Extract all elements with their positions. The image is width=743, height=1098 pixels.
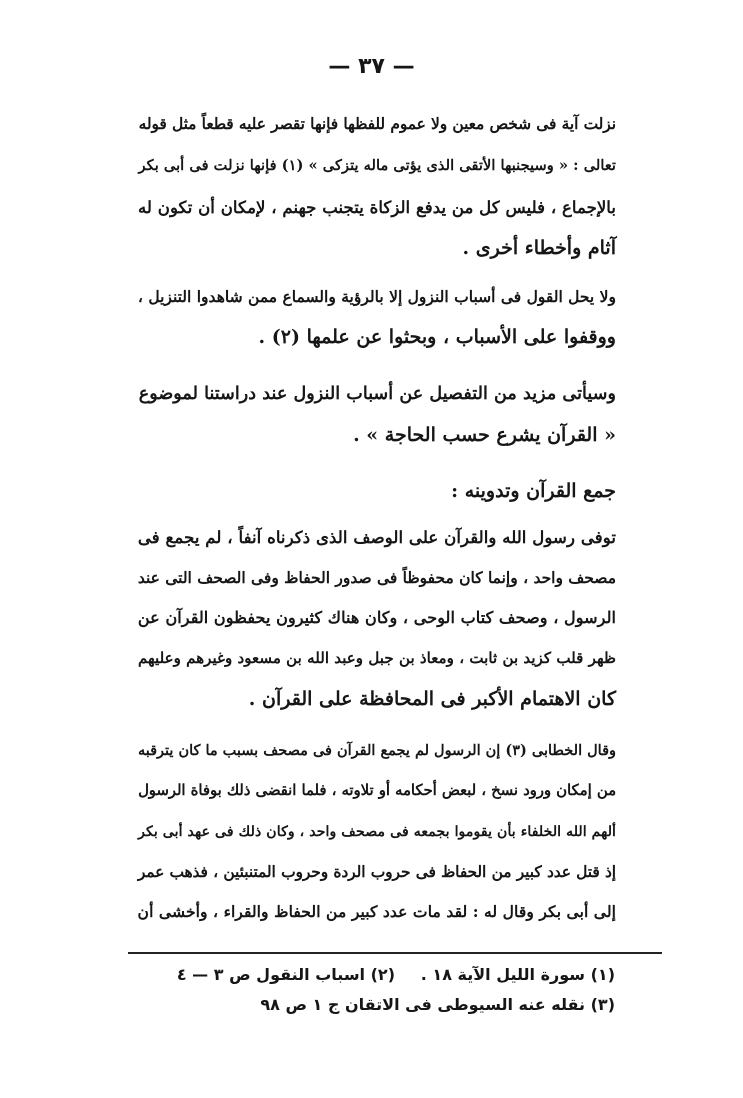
paragraph-line: إذ قتل عدد كبير من الحفاظ فى حروب الردة وحروب المتنبئين ، فذهب عمر (137, 863, 616, 881)
paragraph-line: تعالى : « وسيجنبها الأتقى الذى يؤتى ماله يتزكى » (١) فإنها نزلت فى أبى بكر (138, 157, 616, 174)
paragraph-line: مصحف واحد ، وإنما كان محفوظاً فى صدور الحفاظ وفى الصحف التى عند (137, 568, 616, 587)
paragraph-line: ظهر قلب كزيد بن ثابت ، ومعاذ بن جبل وعبد الله بن مسعود وغيرهم وعليهم (137, 649, 616, 667)
footnote-1: (١) سورة الليل الآية ١٨ . (420, 965, 615, 984)
paragraph-line: آثام وأخطاء أخرى . (462, 237, 616, 259)
footnote-3: (٣) نقله عنه السيوطى فى الاتقان ج ١ ص ٩٨ (260, 995, 615, 1014)
paragraph-line: الرسول ، وصحف كتاب الوحى ، وكان هناك كثيرون يحفظون القرآن عن (137, 608, 616, 627)
paragraph-line: وسيأتى مزيد من التفصيل عن أسباب النزول عند دراستنا لموضوع (138, 383, 616, 404)
paragraph-line: ولا يحل القول فى أسباب النزول إلا بالرؤية والسماع ممن شاهدوا التنزيل ، (137, 287, 616, 306)
paragraph-line: وقال الخطابى (٣) إن الرسول لم يجمع القرآن فى مصحف بسبب ما كان يترقبه (137, 742, 616, 759)
paragraph-line: توفى رسول الله والقرآن على الوصف الذى ذكرناه آنفاً ، لم يجمع فى (137, 527, 616, 547)
paragraph-line: بالإجماع ، فليس كل من يدفع الزكاة يتجنب جهنم ، لإمكان أن تكون له (138, 197, 616, 217)
footnote-divider (128, 952, 662, 954)
paragraph-line: من إمكان ورود نسخ ، لبعض أحكامه أو تلاوته ، فلما انقضى ذلك بوفاة الرسول (138, 782, 616, 799)
section-heading: جمع القرآن وتدوينه : (451, 480, 616, 502)
paragraph-line: ووقفوا على الأسباب ، وبحثوا عن علمها (٢) . (258, 326, 616, 348)
footnote-2: (٢) اسباب النقول ص ٣ — ٤ (176, 965, 395, 984)
paragraph-line: نزلت آية فى شخص معين ولا عموم للفظها فإنها تقصر عليه قطعاً مثل قوله (138, 115, 616, 133)
paragraph-line: كان الاهتمام الأكبر فى المحافظة على القرآن . (248, 688, 616, 710)
paragraph-line: إلى أبى بكر وقال له : لقد مات عدد كبير من الحفاظ والقراء ، وأخشى أن (137, 902, 616, 921)
paragraph-line: ألهم الله الخلفاء بأن يقوموا بجمعه فى مصحف واحد ، وكان ذلك فى عهد أبى بكر (138, 824, 616, 840)
page-number: — ٣٧ — (328, 54, 415, 79)
paragraph-line: « القرآن يشرع حسب الحاجة » . (353, 424, 616, 446)
